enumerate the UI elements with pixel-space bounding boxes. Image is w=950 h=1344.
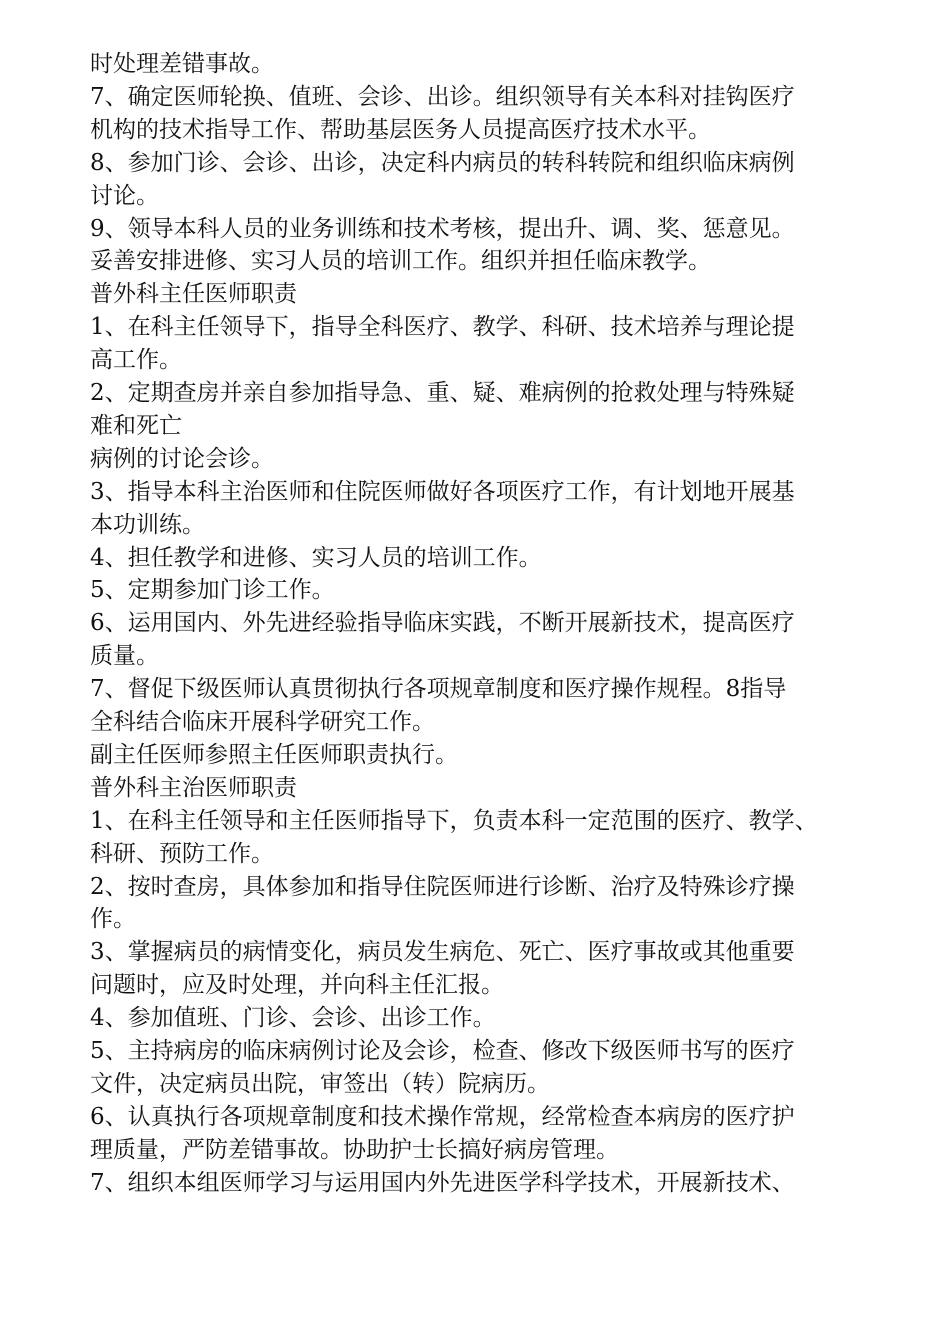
text-line-15: 本功训练。 xyxy=(90,512,205,538)
text-line-31: 5、主持病房的临床病例讨论及会诊，检查、修改下级医师书写的医疗 xyxy=(90,1038,795,1064)
text-line-26: 2、按时查房，具体参加和指导住院医师进行诊断、治疗及特殊诊疗操 xyxy=(90,874,795,900)
text-line-2: 7、确定医师轮换、值班、会诊、出诊。组织领导有关本科对挂钩医疗 xyxy=(90,84,795,110)
text-line-12: 难和死亡 xyxy=(90,413,182,439)
text-line-14: 3、指导本科主治医师和住院医师做好各项医疗工作，有计划地开展基 xyxy=(90,479,795,505)
text-line-16: 4、担任教学和进修、实习人员的培训工作。 xyxy=(90,545,542,571)
text-line-3: 机构的技术指导工作、帮助基层医务人员提高医疗技术水平。 xyxy=(90,117,711,143)
text-line-20: 7、督促下级医师认真贯彻执行各项规章制度和医疗操作规程。8指导 xyxy=(90,676,787,702)
text-line-13: 病例的讨论会诊。 xyxy=(90,446,274,472)
text-line-5: 讨论。 xyxy=(90,183,159,209)
text-line-27: 作。 xyxy=(90,906,136,932)
section-heading-attending-physician: 普外科主治医师职责 xyxy=(90,775,297,801)
text-line-24: 1、在科主任领导和主任医师指导下，负责本科一定范围的医疗、教学、 xyxy=(90,808,818,834)
text-line-25: 科研、预防工作。 xyxy=(90,841,274,867)
text-line-4: 8、参加门诊、会诊、出诊，决定科内病员的转科转院和组织临床病例 xyxy=(90,150,795,176)
text-line-21: 全科结合临床开展科学研究工作。 xyxy=(90,709,435,735)
text-line-22: 副主任医师参照主任医师职责执行。 xyxy=(90,742,458,768)
text-line-35: 7、组织本组医师学习与运用国内外先进医学科学技术，开展新技术、 xyxy=(90,1170,795,1196)
text-line-33: 6、认真执行各项规章制度和技术操作常规，经常检查本病房的医疗护 xyxy=(90,1104,795,1130)
text-line-7: 妥善安排进修、实习人员的培训工作。组织并担任临床教学。 xyxy=(90,248,711,274)
text-line-29: 问题时，应及时处理，并向科主任汇报。 xyxy=(90,972,504,998)
text-line-34: 理质量，严防差错事故。协助护士长搞好病房管理。 xyxy=(90,1137,619,1163)
text-line-30: 4、参加值班、门诊、会诊、出诊工作。 xyxy=(90,1005,496,1031)
text-line-9: 1、在科主任领导下，指导全科医疗、教学、科研、技术培养与理论提 xyxy=(90,314,795,340)
text-line-1: 时处理差错事故。 xyxy=(90,51,274,77)
text-line-18: 6、运用国内、外先进经验指导临床实践，不断开展新技术，提高医疗 xyxy=(90,610,795,636)
section-heading-chief-physician: 普外科主任医师职责 xyxy=(90,281,297,307)
text-line-32: 文件，决定病员出院，审签出（转）院病历。 xyxy=(90,1071,550,1097)
text-line-11: 2、定期查房并亲自参加指导急、重、疑、难病例的抢救处理与特殊疑 xyxy=(90,380,795,406)
text-line-6: 9、领导本科人员的业务训练和技术考核，提出升、调、奖、惩意见。 xyxy=(90,216,795,242)
text-line-10: 高工作。 xyxy=(90,347,182,373)
text-line-19: 质量。 xyxy=(90,643,159,669)
text-line-17: 5、定期参加门诊工作。 xyxy=(90,577,335,603)
text-line-28: 3、掌握病员的病情变化，病员发生病危、死亡、医疗事故或其他重要 xyxy=(90,939,795,965)
